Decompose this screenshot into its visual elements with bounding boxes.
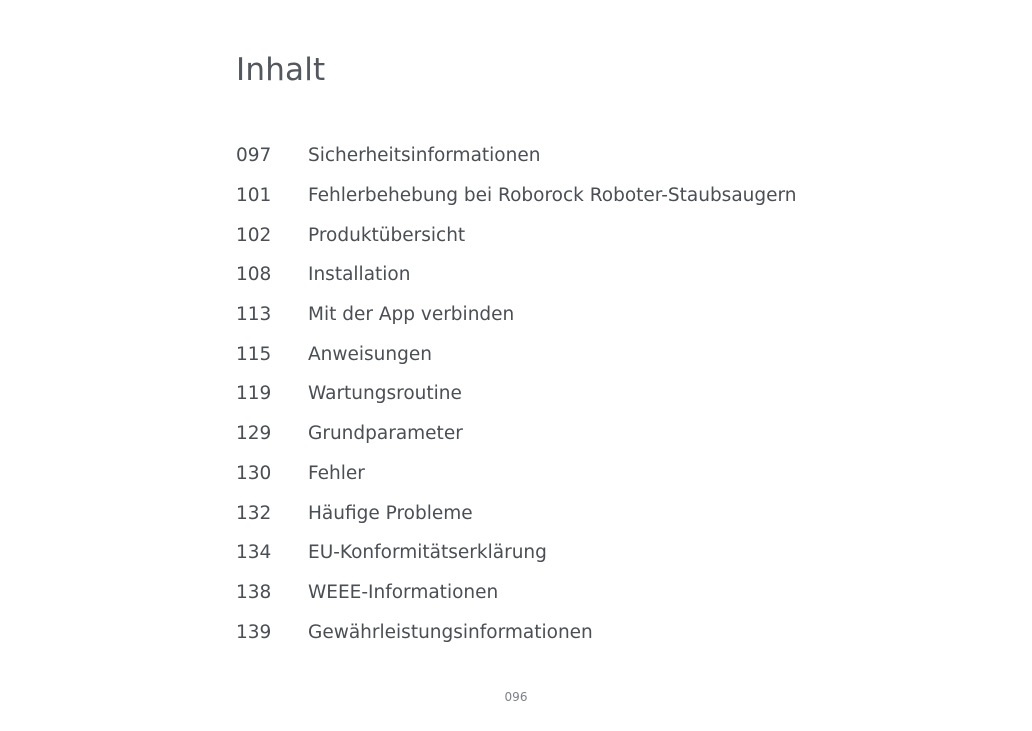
toc-entry-title: Mit der App verbinden [308, 304, 515, 326]
toc-entry[interactable] [236, 136, 797, 176]
toc-page-number: 108 [236, 264, 272, 286]
toc-entry[interactable] [236, 215, 797, 255]
toc-entry-title: Installation [308, 264, 411, 286]
toc-entry-title: Sicherheitsinformationen [308, 145, 541, 167]
page-title: Inhalt [236, 52, 326, 88]
toc-entry[interactable] [236, 295, 797, 335]
toc-entry[interactable] [236, 612, 797, 652]
toc-entry-title: Fehlerbehebung bei Roborock Roboter-Staubsaugern [308, 185, 797, 207]
toc-entry[interactable] [236, 334, 797, 374]
toc-entry-title: WEEE-Informationen [308, 581, 499, 603]
toc-entry[interactable] [236, 573, 797, 613]
toc-page-number: 119 [236, 383, 272, 405]
toc-entry[interactable] [236, 255, 797, 295]
toc-page-number: 132 [236, 502, 272, 524]
toc-entry-title: Anweisungen [308, 343, 432, 365]
toc-entry[interactable] [236, 374, 797, 414]
toc-page-number: 138 [236, 581, 272, 603]
toc-entry-title: Grundparameter [308, 423, 463, 445]
toc-page-number: 129 [236, 423, 272, 445]
toc-entry[interactable] [236, 493, 797, 533]
page-number: 096 [504, 690, 528, 704]
toc-entry-title: Gewährleistungsinformationen [308, 621, 593, 643]
toc-page-number: 130 [236, 462, 272, 484]
toc-page-number: 134 [236, 542, 272, 564]
toc-entry-title: Wartungsroutine [308, 383, 462, 405]
toc-page-number: 097 [236, 145, 272, 167]
toc-entry-title: Fehler [308, 462, 365, 484]
toc-entry-title: Produktübersicht [308, 224, 466, 246]
toc-page-number: 102 [236, 224, 272, 246]
toc-page-number: 139 [236, 621, 272, 643]
toc-entry-title: Häufige Probleme [308, 502, 473, 524]
toc-entry[interactable] [236, 454, 797, 494]
table-of-contents [236, 136, 797, 652]
toc-page-number: 115 [236, 343, 272, 365]
toc-entry[interactable] [236, 414, 797, 454]
toc-entry[interactable] [236, 176, 797, 216]
toc-entry[interactable] [236, 533, 797, 573]
toc-page-number: 101 [236, 185, 272, 207]
toc-entry-title: EU-Konformitätserklärung [308, 542, 547, 564]
toc-page-number: 113 [236, 304, 272, 326]
